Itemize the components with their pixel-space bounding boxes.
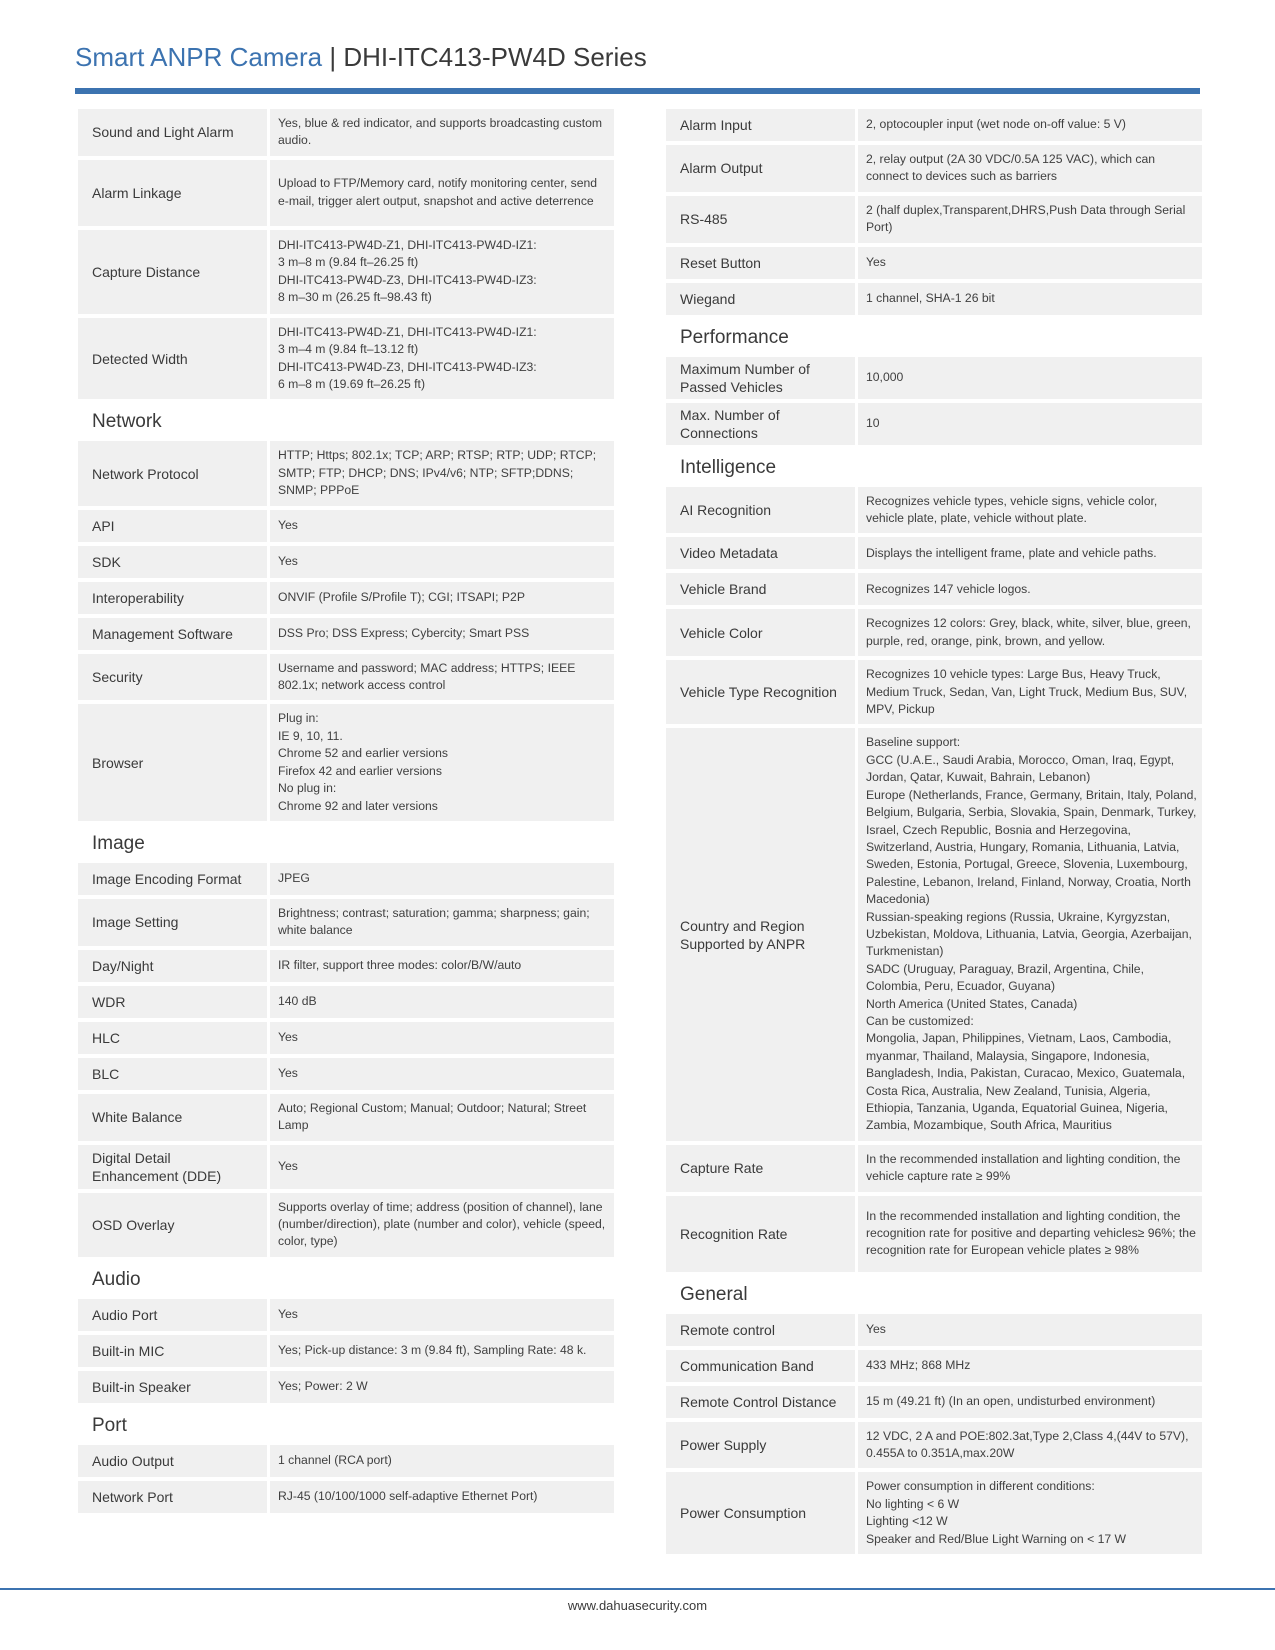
spec-value: Yes; Power: 2 W [278,1379,368,1394]
spec-row-video-metadata [666,537,1202,569]
spec-label: Country and Region Supported by ANPR [680,917,806,952]
spec-value: Plug in: IE 9, 10, 11. Chrome 52 and earlier versions Firefox 42 and earlier versions No plug in: Chrome 92 and later versions [278,711,449,813]
spec-row-alarm-input [666,109,1202,141]
spec-label: Network Protocol [92,465,199,482]
product-name: Smart ANPR Camera [75,42,323,72]
spec-row-blc [78,1058,614,1090]
spec-label: Alarm Output [680,160,763,177]
footer-rule [0,1588,1275,1590]
spec-row-built-in-speaker [78,1371,614,1403]
spec-value: DSS Pro; DSS Express; Cybercity; Smart PSS [278,625,530,640]
spec-value: 1 channel (RCA port) [278,1453,392,1468]
spec-row-capture-distance [78,230,614,314]
spec-label: Image Encoding Format [92,870,242,887]
spec-label: Sound and Light Alarm [92,124,234,141]
spec-label: Remote control [680,1321,775,1338]
spec-value: Displays the intelligent frame, plate and vehicle paths. [866,545,1157,560]
spec-value: Recognizes 10 vehicle types: Large Bus, Heavy Truck, Medium Truck, Sedan, Van, Light Truck, Medium Bus, SUV, MPV, Pickup [866,667,1188,717]
spec-label: Browser [92,754,144,771]
spec-label: Vehicle Brand [680,581,767,598]
spec-row-sound-and-light-alarm [78,109,614,156]
spec-row-hlc [78,1022,614,1054]
spec-row-recognition-rate [666,1196,1202,1272]
spec-row-osd-overlay [78,1193,614,1257]
spec-label: Detected Width [92,350,188,367]
spec-label: Vehicle Type Recognition [680,684,837,701]
spec-row-network-protocol [78,441,614,505]
spec-label: Wiegand [680,290,736,307]
spec-label: WDR [92,993,126,1010]
spec-label: Power Consumption [680,1505,807,1522]
spec-label: Day/Night [92,957,154,974]
spec-value: DHI-ITC413-PW4D-Z1, DHI-ITC413-PW4D-IZ1: 3 m–8 m (9.84 ft–26.25 ft) DHI-ITC413-PW4D-Z3, DHI-ITC413-PW4D-IZ3: 8 m–30 m (26.25 ft–98.43 ft) [278,238,537,305]
spec-value: 15 m (49.21 ft) (In an open, undisturbed environment) [866,1393,1156,1408]
spec-label: Built-in MIC [92,1342,165,1359]
spec-value: Yes [866,1321,886,1336]
spec-value: 10 [866,415,880,430]
spec-label: Alarm Input [680,117,752,133]
spec-value: RJ-45 (10/100/1000 self-adaptive Ethernet Port) [278,1489,538,1504]
section-heading-performance: Performance [680,326,789,348]
spec-label: Interoperability [92,589,184,606]
spec-value: 433 MHz; 868 MHz [866,1357,971,1372]
spec-row-image-setting [78,899,614,946]
spec-row-api [78,510,614,542]
spec-label: BLC [92,1065,120,1082]
spec-row-vehicle-brand [666,573,1202,605]
spec-label: OSD Overlay [92,1216,175,1233]
spec-row-digital-detail-enhancement-dde [78,1145,614,1189]
footer-url: www.dahuasecurity.com [567,1598,708,1613]
spec-row-sdk [78,546,614,578]
spec-label: Capture Distance [92,263,201,280]
spec-value: 2, relay output (2A 30 VDC/0.5A 125 VAC), which can connect to devices such as barriers [866,152,1156,184]
spec-row-capture-rate [666,1145,1202,1192]
spec-label: SDK [92,553,121,570]
section-heading-port: Port [92,1414,127,1436]
spec-value: Yes [278,1158,298,1173]
spec-row-reset-button [666,247,1202,279]
page-title [75,42,1200,73]
spec-label: AI Recognition [680,502,772,519]
spec-row-audio-output [78,1445,614,1477]
spec-value: Yes [278,517,298,532]
spec-label: Maximum Number of Passed Vehicles [680,360,810,395]
spec-value: Yes [278,553,298,568]
title-separator: | [329,42,337,72]
spec-value: Brightness; contrast; saturation; gamma; sharpness; gain; white balance [278,905,590,938]
spec-row-maximum-number-of-passed-vehicles [666,357,1202,399]
spec-value: Recognizes 12 colors: Grey, black, white, silver, blue, green, purple, red, orange, pink, brown, and yellow. [866,616,1191,648]
spec-column-right [666,109,1202,1558]
spec-value: Auto; Regional Custom; Manual; Outdoor; Natural; Street Lamp [278,1100,587,1133]
spec-value: 12 VDC, 2 A and POE:802.3at,Type 2,Class 4,(44V to 57V), 0.455A to 0.351A,max.20W [866,1428,1189,1461]
spec-value: 2, optocoupler input (wet node on-off value: 5 V) [866,117,1126,132]
spec-row-wdr [78,986,614,1018]
spec-label: Network Port [92,1488,173,1505]
spec-label: Vehicle Color [680,624,763,641]
spec-label: Remote Control Distance [680,1393,837,1410]
spec-value: Recognizes 147 vehicle logos. [866,581,1031,596]
spec-row-power-supply [666,1422,1202,1469]
spec-row-alarm-output [666,145,1202,192]
spec-label: Built-in Speaker [92,1378,191,1395]
spec-label: HLC [92,1029,121,1046]
spec-value: In the recommended installation and lighting condition, the vehicle capture rate ≥ 99% [866,1151,1181,1184]
spec-value: HTTP; Https; 802.1x; TCP; ARP; RTSP; RTP; UDP; RTCP; SMTP; FTP; DHCP; DNS; IPv4/v6; NTP; SFTP;DDNS; SNMP; PPPoE [278,448,597,498]
spec-label: Audio Output [92,1452,174,1469]
spec-value: Yes, blue & red indicator, and supports broadcasting custom audio. [278,116,603,148]
spec-row-white-balance [78,1094,614,1141]
spec-value: Yes [278,1030,298,1045]
spec-row-ai-recognition [666,487,1202,534]
spec-row-country-and-region-supported-by-anpr [666,728,1202,1140]
spec-value: 1 channel, SHA-1 26 bit [866,290,995,305]
spec-row-management-software [78,618,614,650]
spec-row-interoperability [78,582,614,614]
spec-label: Audio Port [92,1306,158,1323]
spec-value: Recognizes vehicle types, vehicle signs, vehicle color, vehicle plate, plate, vehicle without plate. [866,493,1158,526]
spec-label: Digital Detail Enhancement (DDE) [92,1149,222,1184]
spec-row-network-port [78,1481,614,1513]
spec-label: Alarm Linkage [92,184,182,201]
header-rule [75,88,1200,94]
spec-value: In the recommended installation and lighting condition, the recognition rate for positive and departing vehicles≥ 96%; the recognition rate for European vehicle plates ≥ 98% [866,1208,1196,1258]
spec-value: 140 dB [278,994,317,1009]
spec-row-alarm-linkage [78,160,614,226]
section-heading-intelligence: Intelligence [680,456,777,478]
spec-label: Communication Band [680,1357,814,1374]
spec-label: Capture Rate [680,1160,764,1177]
spec-value: Username and password; MAC address; HTTPS; IEEE 802.1x; network access control [278,660,576,693]
spec-value: Yes [278,1066,298,1081]
spec-row-communication-band [666,1350,1202,1382]
spec-value: 2 (half duplex,Transparent,DHRS,Push Data through Serial Port) [866,202,1186,235]
spec-row-security [78,654,614,701]
spec-value: Baseline support: GCC (U.A.E., Saudi Arabia, Morocco, Oman, Iraq, Egypt, Jordan, Qatar, Kuwait, Bahrain, Lebanon) Europe (Netherlands, France, Germany, Britain, Italy, Poland, Belgium, Bulgaria, Serbia, Slovakia, Spain, Denmark, Turkey, Israel, Czech Republic, Bosnia and Herzegovina, Switzerland, Austria, Hungary, Romania, Lithuania, Latvia, Sweden, Estonia, Portugal, Greece, Slovenia, Luxembourg, Palestine, Lebanon, Ireland, Finland, Norway, Croatia, North Macedonia) Russian-speaking regions (Russia, Ukraine, Kyrgyzstan, Uzbekistan, Moldova, Lithuania, Latvia, Georgia, Azerbaijan, Turkmenistan) SADC (Uruguay, Paraguay, Brazil, Argentina, Chile, Colombia, Peru, Ecuador, Guyana) North America (United States, Canada) Can be customized: Mongolia, Japan, Philippines, Vietnam, Laos, Cambodia, myanmar, Thailand, Malaysia, Singapore, Indonesia, Bangladesh, India, Pakistan, Curacao, Mexico, Guatemala, Costa Rica, Australia, New Zealand, Tunisia, Algeria, Ethiopia, Tanzania, Uganda, Equatorial Guinea, Nigeria, Zambia, Mozambique, South Africa, Mauritius [866,735,1197,1133]
spec-row-vehicle-type-recognition [666,660,1202,724]
spec-value: Yes [866,254,886,269]
spec-label: Management Software [92,625,233,642]
spec-row-remote-control [666,1314,1202,1346]
spec-label: Security [92,669,143,686]
spec-row-image-encoding-format [78,863,614,895]
spec-value: ONVIF (Profile S/Profile T); CGI; ITSAPI; P2P [278,589,525,604]
spec-row-detected-width [78,318,614,400]
spec-row-max-number-of-connections [666,403,1202,445]
spec-label: Max. Number of Connections [680,406,780,441]
spec-value: IR filter, support three modes: color/B/W/auto [278,958,522,973]
spec-label: White Balance [92,1109,183,1126]
spec-value: DHI-ITC413-PW4D-Z1, DHI-ITC413-PW4D-IZ1: 3 m–4 m (9.84 ft–13.12 ft) DHI-ITC413-PW4D-Z3, DHI-ITC413-PW4D-IZ3: 6 m–8 m (19.69 ft–26.25 ft) [278,324,537,392]
spec-row-rs-485 [666,196,1202,243]
model-series: DHI-ITC413-PW4D Series [343,42,647,72]
spec-value: Yes [278,1307,298,1322]
spec-value: Yes; Pick-up distance: 3 m (9.84 ft), Sampling Rate: 48 k. [278,1343,587,1358]
spec-value: Upload to FTP/Memory card, notify monitoring center, send e-mail, trigger alert output, snapshot and active deterrence [278,176,598,208]
spec-column-left [78,109,614,1517]
spec-row-power-consumption [666,1472,1202,1554]
spec-label: Reset Button [680,254,761,271]
section-heading-network: Network [92,411,162,433]
spec-value: 10,000 [866,369,904,384]
spec-label: Image Setting [92,914,179,931]
spec-label: RS-485 [680,211,728,228]
section-heading-audio: Audio [92,1268,141,1290]
page-header [75,42,1200,73]
spec-row-remote-control-distance [666,1386,1202,1418]
spec-row-built-in-mic [78,1335,614,1367]
spec-label: API [92,517,115,534]
spec-label: Recognition Rate [680,1225,788,1242]
spec-value: JPEG [278,871,310,886]
spec-label: Video Metadata [680,545,778,562]
spec-row-day-night [78,950,614,982]
spec-label: Power Supply [680,1437,767,1454]
spec-row-audio-port [78,1299,614,1331]
spec-value: Power consumption in different conditions: No lighting < 6 W Lighting <12 W Speaker and Red/Blue Light Warning on < 17 W [866,1479,1127,1546]
spec-row-wiegand [666,283,1202,315]
section-heading-image: Image [92,832,145,854]
section-heading-general: General [680,1283,748,1305]
spec-row-browser [78,704,614,820]
spec-row-vehicle-color [666,609,1202,656]
spec-value: Supports overlay of time; address (position of channel), lane (number/direction), plate (number and color), vehicle (speed, color, type) [278,1199,606,1249]
